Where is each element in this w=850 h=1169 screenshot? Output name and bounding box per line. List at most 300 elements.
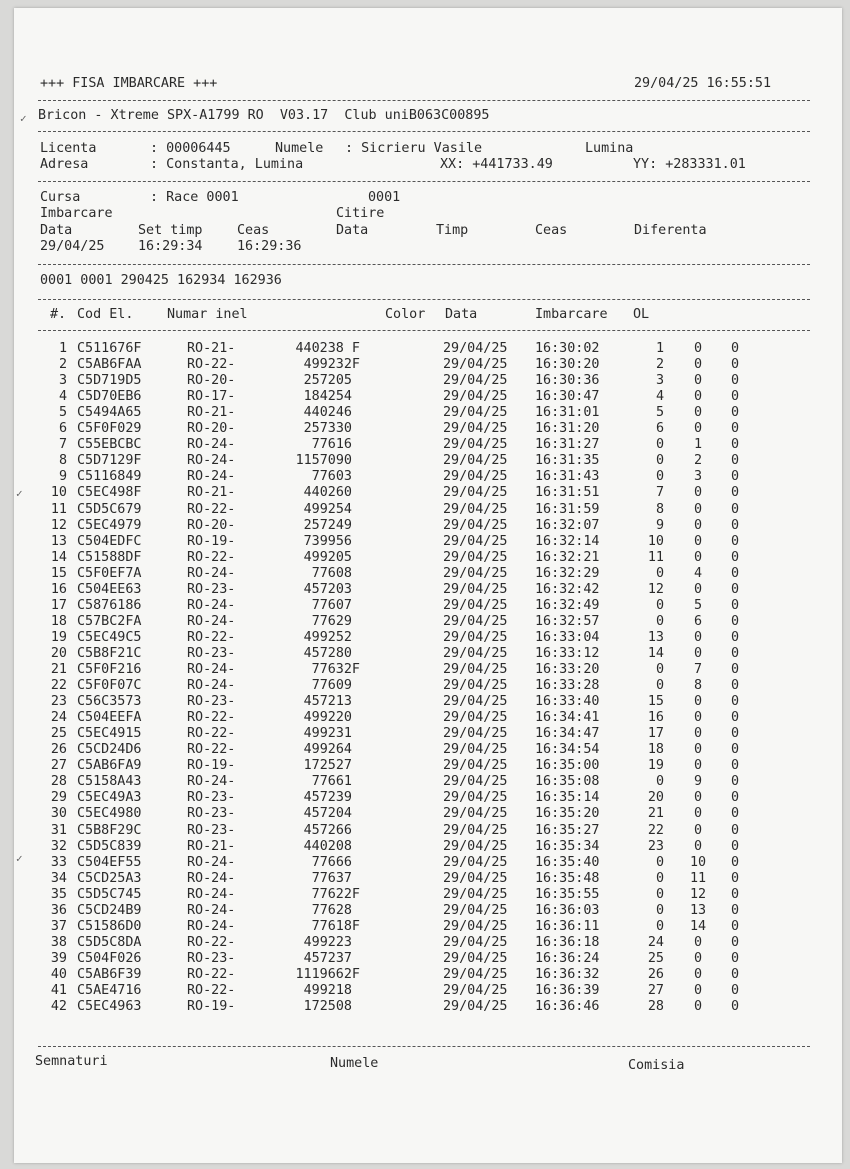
cell-date: 29/04/25 xyxy=(443,614,508,629)
cell-date: 29/04/25 xyxy=(443,999,508,1014)
cell-time: 16:33:20 xyxy=(535,662,600,677)
cell-a: 26 xyxy=(647,967,664,982)
cell-n: 3 xyxy=(58,373,67,388)
cell-pre: RO-22- xyxy=(187,710,236,725)
xx-coordinate: XX: +441733.49 xyxy=(440,157,553,172)
cell-cod: C5F0F216 xyxy=(77,662,142,677)
cell-a: 0 xyxy=(655,614,664,629)
cell-pre: RO-23- xyxy=(187,790,236,805)
cell-cod: C511676F xyxy=(77,341,142,356)
cell-a: 0 xyxy=(655,871,664,886)
cell-a: 24 xyxy=(647,935,664,950)
cell-b: 0 xyxy=(693,357,703,372)
cell-c: 0 xyxy=(730,421,740,436)
cell-cod: C51588DF xyxy=(77,550,142,565)
cell-cod: C5B8F21C xyxy=(77,646,142,661)
cell-time: 16:34:41 xyxy=(535,710,600,725)
cell-n: 24 xyxy=(50,710,67,725)
cell-pre: RO-22- xyxy=(187,357,236,372)
cell-pre: RO-24- xyxy=(187,469,236,484)
cell-b: 0 xyxy=(693,790,703,805)
cell-pre: RO-19- xyxy=(187,534,236,549)
cell-ring: 1119662F xyxy=(295,967,360,982)
cell-b: 4 xyxy=(693,566,703,581)
cell-b: 3 xyxy=(693,469,703,484)
cell-a: 16 xyxy=(647,710,664,725)
cell-date: 29/04/25 xyxy=(443,646,508,661)
cell-a: 27 xyxy=(647,983,664,998)
cell-pre: RO-24- xyxy=(187,855,236,870)
cell-pre: RO-20- xyxy=(187,373,236,388)
column-header-inel: Numar inel xyxy=(167,307,248,322)
cell-cod: C5EC49C5 xyxy=(77,630,142,645)
cell-time: 16:30:36 xyxy=(535,373,600,388)
cell-cod: C5CD24D6 xyxy=(77,742,142,757)
cell-a: 13 xyxy=(647,630,664,645)
cell-ring: 499220 xyxy=(303,710,352,725)
cell-b: 0 xyxy=(693,951,703,966)
cell-a: 0 xyxy=(655,678,664,693)
print-timestamp: 29/04/25 16:55:51 xyxy=(634,76,772,91)
cell-pre: RO-22- xyxy=(187,726,236,741)
cell-date: 29/04/25 xyxy=(443,373,508,388)
cell-cod: C5D70EB6 xyxy=(77,389,142,404)
cell-a: 15 xyxy=(647,694,664,709)
cell-ring: 172508 xyxy=(303,999,352,1014)
cell-a: 0 xyxy=(655,887,664,902)
cell-n: 23 xyxy=(50,694,67,709)
cell-cod: C504EEFA xyxy=(77,710,142,725)
cell-date: 29/04/25 xyxy=(443,823,508,838)
cell-time: 16:30:47 xyxy=(535,389,600,404)
cell-ring: 77608 xyxy=(311,566,352,581)
cell-pre: RO-24- xyxy=(187,453,236,468)
cell-c: 0 xyxy=(730,903,740,918)
cell-b: 0 xyxy=(693,983,703,998)
cell-b: 0 xyxy=(693,502,703,517)
cell-c: 0 xyxy=(730,357,740,372)
cell-cod: C5D7129F xyxy=(77,453,142,468)
cell-b: 0 xyxy=(693,389,703,404)
cell-date: 29/04/25 xyxy=(443,502,508,517)
cell-a: 18 xyxy=(647,742,664,757)
cell-b: 6 xyxy=(693,614,703,629)
cell-time: 16:35:20 xyxy=(535,806,600,821)
cell-pre: RO-24- xyxy=(187,437,236,452)
column-header-color: Color xyxy=(385,307,426,322)
cell-date: 29/04/25 xyxy=(443,790,508,805)
cell-b: 0 xyxy=(693,550,703,565)
cell-time: 16:31:35 xyxy=(535,453,600,468)
cell-n: 21 xyxy=(50,662,67,677)
cell-a: 0 xyxy=(655,662,664,677)
cell-date: 29/04/25 xyxy=(443,662,508,677)
cell-date: 29/04/25 xyxy=(443,806,508,821)
cell-c: 0 xyxy=(730,405,740,420)
cell-date: 29/04/25 xyxy=(443,566,508,581)
cell-date: 29/04/25 xyxy=(443,710,508,725)
cell-a: 0 xyxy=(655,855,664,870)
cell-cod: C5EC4915 xyxy=(77,726,142,741)
cell-ring: 499205 xyxy=(303,550,352,565)
cell-pre: RO-21- xyxy=(187,405,236,420)
cell-pre: RO-24- xyxy=(187,871,236,886)
cell-c: 0 xyxy=(730,566,740,581)
cell-time: 16:35:55 xyxy=(535,887,600,902)
header-citire-data: Data xyxy=(336,223,369,238)
cell-date: 29/04/25 xyxy=(443,534,508,549)
cell-time: 16:32:49 xyxy=(535,598,600,613)
cell-a: 0 xyxy=(655,919,664,934)
cell-time: 16:35:40 xyxy=(535,855,600,870)
cell-cod: C5CD25A3 xyxy=(77,871,142,886)
cell-ring: 440208 xyxy=(303,839,352,854)
cell-c: 0 xyxy=(730,742,740,757)
cell-n: 16 xyxy=(50,582,67,597)
divider xyxy=(38,181,810,182)
cell-cod: C5EC49A3 xyxy=(77,790,142,805)
cell-time: 16:36:32 xyxy=(535,967,600,982)
cell-cod: C5AE4716 xyxy=(77,983,142,998)
cell-b: 0 xyxy=(693,758,703,773)
cell-n: 18 xyxy=(50,614,67,629)
cell-cod: C5AB6FA9 xyxy=(77,758,142,773)
locality: Lumina xyxy=(585,141,634,156)
cell-c: 0 xyxy=(730,437,740,452)
cell-c: 0 xyxy=(730,598,740,613)
document-title: +++ FISA IMBARCARE +++ xyxy=(40,76,218,91)
cell-a: 12 xyxy=(647,582,664,597)
cell-time: 16:31:20 xyxy=(535,421,600,436)
licenta-label: Licenta xyxy=(40,141,97,156)
cell-ring: 77666 xyxy=(311,855,352,870)
cell-time: 16:31:01 xyxy=(535,405,600,420)
footer-comisia: Comisia xyxy=(628,1058,685,1073)
cell-c: 0 xyxy=(730,534,740,549)
cell-n: 14 xyxy=(50,550,67,565)
cell-time: 16:36:03 xyxy=(535,903,600,918)
cell-b: 12 xyxy=(689,887,707,902)
cell-pre: RO-20- xyxy=(187,518,236,533)
cell-time: 16:35:27 xyxy=(535,823,600,838)
cell-date: 29/04/25 xyxy=(443,935,508,950)
cell-n: 26 xyxy=(50,742,67,757)
cell-date: 29/04/25 xyxy=(443,630,508,645)
cell-b: 5 xyxy=(693,598,703,613)
cell-a: 14 xyxy=(647,646,664,661)
cell-date: 29/04/25 xyxy=(443,405,508,420)
cell-ring: 457239 xyxy=(303,790,352,805)
cell-n: 20 xyxy=(50,646,67,661)
cell-a: 25 xyxy=(647,951,664,966)
cell-ring: 499232F xyxy=(303,357,360,372)
cell-date: 29/04/25 xyxy=(443,389,508,404)
cell-pre: RO-19- xyxy=(187,999,236,1014)
cell-date: 29/04/25 xyxy=(443,919,508,934)
cell-time: 16:32:14 xyxy=(535,534,600,549)
cell-date: 29/04/25 xyxy=(443,758,508,773)
cell-cod: C5D5C679 xyxy=(77,502,142,517)
cell-pre: RO-24- xyxy=(187,614,236,629)
cell-date: 29/04/25 xyxy=(443,437,508,452)
cell-time: 16:32:07 xyxy=(535,518,600,533)
cell-n: 19 xyxy=(50,630,67,645)
cell-date: 29/04/25 xyxy=(443,518,508,533)
cell-date: 29/04/25 xyxy=(443,967,508,982)
column-header-cod: Cod El. xyxy=(77,307,134,322)
cell-date: 29/04/25 xyxy=(443,341,508,356)
adresa-value: : Constanta, Lumina xyxy=(150,157,304,172)
imbarcare-ceas: 16:29:36 xyxy=(237,239,302,254)
cell-n: 27 xyxy=(50,758,67,773)
cell-ring: 77661 xyxy=(311,774,352,789)
cell-date: 29/04/25 xyxy=(443,421,508,436)
cell-date: 29/04/25 xyxy=(443,855,508,870)
cell-pre: RO-22- xyxy=(187,550,236,565)
cell-date: 29/04/25 xyxy=(443,678,508,693)
cell-b: 0 xyxy=(693,646,703,661)
cell-ring: 257205 xyxy=(303,373,352,388)
cell-ring: 77618F xyxy=(311,919,360,934)
cell-b: 0 xyxy=(693,518,703,533)
cell-date: 29/04/25 xyxy=(443,774,508,789)
cell-cod: C504F026 xyxy=(77,951,142,966)
cell-n: 32 xyxy=(50,839,67,854)
cell-pre: RO-17- xyxy=(187,389,236,404)
cell-time: 16:34:54 xyxy=(535,742,600,757)
cell-n: 11 xyxy=(50,502,67,517)
cell-time: 16:32:42 xyxy=(535,582,600,597)
cell-b: 0 xyxy=(693,421,703,436)
cell-pre: RO-22- xyxy=(187,502,236,517)
cell-ring: 257330 xyxy=(303,421,352,436)
cell-cod: C51586D0 xyxy=(77,919,142,934)
cell-pre: RO-24- xyxy=(187,887,236,902)
cell-a: 0 xyxy=(655,598,664,613)
cell-b: 0 xyxy=(693,694,703,709)
cell-c: 0 xyxy=(730,469,740,484)
cell-n: 41 xyxy=(50,983,67,998)
cell-c: 0 xyxy=(730,614,740,629)
header-set-timp: Set timp xyxy=(138,223,203,238)
cell-pre: RO-22- xyxy=(187,742,236,757)
column-header-data: Data xyxy=(445,307,478,322)
cell-n: 35 xyxy=(50,887,67,902)
cell-pre: RO-23- xyxy=(187,951,236,966)
cell-c: 0 xyxy=(730,806,740,821)
cell-date: 29/04/25 xyxy=(443,742,508,757)
cell-cod: C5CD24B9 xyxy=(77,903,142,918)
cell-ring: 77628 xyxy=(311,903,352,918)
header-data: Data xyxy=(40,223,73,238)
cell-time: 16:30:02 xyxy=(535,341,600,356)
cell-a: 17 xyxy=(647,726,664,741)
cell-date: 29/04/25 xyxy=(443,983,508,998)
cell-ring: 499264 xyxy=(303,742,352,757)
header-ceas: Ceas xyxy=(237,223,270,238)
header-citire-ceas: Ceas xyxy=(535,223,568,238)
cell-b: 0 xyxy=(693,726,703,741)
cell-pre: RO-24- xyxy=(187,678,236,693)
cell-ring: 1157090 xyxy=(295,453,352,468)
code-line: 0001 0001 290425 162934 162936 xyxy=(40,273,282,288)
cell-ring: 499218 xyxy=(303,983,352,998)
cell-b: 14 xyxy=(689,919,707,934)
cell-n: 34 xyxy=(50,871,67,886)
cell-time: 16:35:34 xyxy=(535,839,600,854)
cell-c: 0 xyxy=(730,518,740,533)
cell-date: 29/04/25 xyxy=(443,871,508,886)
cell-c: 0 xyxy=(730,726,740,741)
cell-n: 42 xyxy=(50,999,67,1014)
cell-date: 29/04/25 xyxy=(443,550,508,565)
cell-pre: RO-22- xyxy=(187,935,236,950)
cell-c: 0 xyxy=(730,710,740,725)
cell-a: 2 xyxy=(655,357,664,372)
cell-c: 0 xyxy=(730,373,740,388)
cell-time: 16:33:28 xyxy=(535,678,600,693)
cell-b: 9 xyxy=(693,774,703,789)
cell-ring: 440260 xyxy=(303,485,352,500)
cell-n: 36 xyxy=(50,903,67,918)
cell-a: 6 xyxy=(655,421,664,436)
cell-pre: RO-22- xyxy=(187,983,236,998)
cell-c: 0 xyxy=(730,453,740,468)
cell-ring: 77609 xyxy=(311,678,352,693)
header-timp: Timp xyxy=(436,223,469,238)
numele-value: : Sicrieru Vasile xyxy=(345,141,483,156)
cell-c: 0 xyxy=(730,341,740,356)
cell-ring: 499231 xyxy=(303,726,352,741)
cell-pre: RO-24- xyxy=(187,598,236,613)
numele-label: Numele xyxy=(275,141,324,156)
cell-c: 0 xyxy=(730,951,740,966)
cell-n: 8 xyxy=(58,453,67,468)
cell-time: 16:36:24 xyxy=(535,951,600,966)
cell-time: 16:35:14 xyxy=(535,790,600,805)
cell-c: 0 xyxy=(730,550,740,565)
cursa-value: : Race 0001 xyxy=(150,190,239,205)
cell-ring: 457280 xyxy=(303,646,352,661)
cell-a: 7 xyxy=(655,485,664,500)
cell-time: 16:31:43 xyxy=(535,469,600,484)
cell-ring: 457266 xyxy=(303,823,352,838)
cell-n: 38 xyxy=(50,935,67,950)
cell-cod: C5EC498F xyxy=(77,485,142,500)
cell-cod: C5494A65 xyxy=(77,405,142,420)
cell-b: 1 xyxy=(693,437,703,452)
cell-pre: RO-19- xyxy=(187,758,236,773)
cell-a: 8 xyxy=(655,502,664,517)
divider xyxy=(38,264,810,265)
cell-c: 0 xyxy=(730,774,740,789)
cell-pre: RO-24- xyxy=(187,662,236,677)
cell-a: 0 xyxy=(655,566,664,581)
cell-n: 25 xyxy=(50,726,67,741)
cell-cod: C5F0F07C xyxy=(77,678,142,693)
cell-cod: C5B8F29C xyxy=(77,823,142,838)
cell-cod: C5116849 xyxy=(77,469,142,484)
cell-n: 30 xyxy=(50,806,67,821)
cell-a: 11 xyxy=(647,550,664,565)
cell-pre: RO-20- xyxy=(187,421,236,436)
cell-n: 7 xyxy=(58,437,67,452)
cell-date: 29/04/25 xyxy=(443,726,508,741)
cell-n: 1 xyxy=(58,341,67,356)
cell-b: 0 xyxy=(693,485,703,500)
cell-ring: 77629 xyxy=(311,614,352,629)
column-header-ol: OL xyxy=(633,307,650,322)
cell-pre: RO-21- xyxy=(187,485,236,500)
cell-time: 16:35:48 xyxy=(535,871,600,886)
cell-time: 16:33:04 xyxy=(535,630,600,645)
cell-b: 2 xyxy=(693,453,703,468)
cell-c: 0 xyxy=(730,389,740,404)
cell-cod: C504EDFC xyxy=(77,534,142,549)
cell-time: 16:36:18 xyxy=(535,935,600,950)
margin-tick-mark: ✓ xyxy=(16,487,23,500)
cell-time: 16:36:39 xyxy=(535,983,600,998)
cell-b: 0 xyxy=(693,999,703,1014)
cell-a: 0 xyxy=(655,453,664,468)
cell-date: 29/04/25 xyxy=(443,598,508,613)
cell-a: 10 xyxy=(647,534,664,549)
cell-time: 16:36:11 xyxy=(535,919,600,934)
cell-c: 0 xyxy=(730,823,740,838)
cell-b: 0 xyxy=(693,630,703,645)
cell-a: 23 xyxy=(647,839,664,854)
cell-n: 4 xyxy=(58,389,67,404)
cell-b: 0 xyxy=(693,806,703,821)
cell-time: 16:36:46 xyxy=(535,999,600,1014)
cell-ring: 77637 xyxy=(311,871,352,886)
column-header-number: #. xyxy=(50,307,67,322)
cell-date: 29/04/25 xyxy=(443,469,508,484)
cell-pre: RO-24- xyxy=(187,919,236,934)
cell-date: 29/04/25 xyxy=(443,357,508,372)
cell-b: 0 xyxy=(693,839,703,854)
cell-c: 0 xyxy=(730,999,740,1014)
cell-cod: C504EE63 xyxy=(77,582,142,597)
cell-time: 16:34:47 xyxy=(535,726,600,741)
divider xyxy=(38,131,810,132)
cell-time: 16:32:21 xyxy=(535,550,600,565)
cell-pre: RO-24- xyxy=(187,903,236,918)
cell-cod: C57BC2FA xyxy=(77,614,142,629)
cell-b: 13 xyxy=(689,903,707,918)
cell-cod: C5EC4963 xyxy=(77,999,142,1014)
footer-semnaturi: Semnaturi xyxy=(35,1054,108,1069)
cell-a: 0 xyxy=(655,437,664,452)
cell-a: 19 xyxy=(647,758,664,773)
cell-time: 16:33:40 xyxy=(535,694,600,709)
cell-a: 5 xyxy=(655,405,664,420)
cell-date: 29/04/25 xyxy=(443,839,508,854)
cell-b: 8 xyxy=(693,678,703,693)
cell-c: 0 xyxy=(730,919,740,934)
cell-a: 4 xyxy=(655,389,664,404)
cell-c: 0 xyxy=(730,678,740,693)
cell-ring: 457213 xyxy=(303,694,352,709)
cell-a: 0 xyxy=(655,774,664,789)
cell-pre: RO-23- xyxy=(187,582,236,597)
cell-ring: 499223 xyxy=(303,935,352,950)
cursa-code: 0001 xyxy=(368,190,401,205)
cell-ring: 457204 xyxy=(303,806,352,821)
cell-pre: RO-24- xyxy=(187,774,236,789)
cell-date: 29/04/25 xyxy=(443,903,508,918)
cell-n: 31 xyxy=(50,823,67,838)
